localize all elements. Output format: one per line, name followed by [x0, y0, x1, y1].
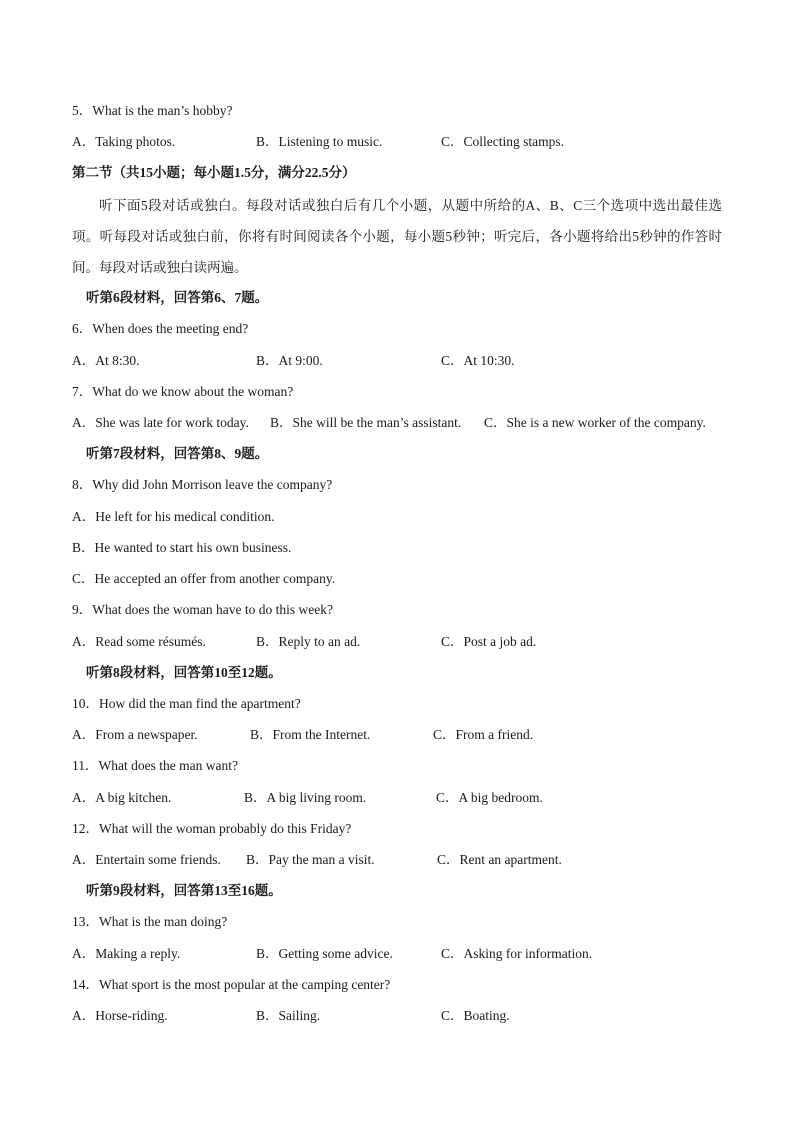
question-8-option-b: B．He wanted to start his own business.	[72, 540, 292, 555]
question-7-option-a: A．She was late for work today.	[72, 415, 249, 430]
question-9-option-b: B．Reply to an ad.	[256, 634, 361, 649]
question-12-option-c: C．Rent an apartment.	[437, 852, 562, 867]
question-10-option-a: A．From a newspaper.	[72, 727, 198, 742]
question-14-option-b: B．Sailing.	[256, 1008, 321, 1023]
section-2-title: 第二节（共15小题；每小题1.5分，满分22.5分）	[72, 165, 356, 180]
question-5-option-a: A．Taking photos.	[72, 134, 176, 149]
question-12-option-b: B．Pay the man a visit.	[246, 852, 375, 867]
question-12-stem: 12．What will the woman probably do this Friday?	[72, 821, 352, 836]
question-14-option-a: A．Horse-riding.	[72, 1008, 168, 1023]
question-12-option-a: A．Entertain some friends.	[72, 852, 221, 867]
question-11-option-b: B．A big living room.	[244, 790, 367, 805]
question-8-option-a: A．He left for his medical condition.	[72, 509, 275, 524]
question-9-stem: 9．What does the woman have to do this week?	[72, 602, 333, 617]
question-9-option-c: C．Post a job ad.	[441, 634, 537, 649]
question-11-stem: 11．What does the man want?	[72, 758, 238, 773]
question-9-option-a: A．Read some résumés.	[72, 634, 206, 649]
question-6-stem: 6．When does the meeting end?	[72, 321, 249, 336]
question-11-option-a: A．A big kitchen.	[72, 790, 172, 805]
question-8-stem: 8．Why did John Morrison leave the company?	[72, 477, 333, 492]
material-8-heading: 听第8段材料，回答第10至12题。	[86, 665, 282, 680]
question-14-option-c: C．Boating.	[441, 1008, 510, 1023]
question-7-option-b: B．She will be the man’s assistant.	[270, 415, 462, 430]
question-6-option-b: B．At 9:00.	[256, 353, 323, 368]
question-6-option-c: C．At 10:30.	[441, 353, 515, 368]
question-10-option-b: B．From the Internet.	[250, 727, 371, 742]
material-9-heading: 听第9段材料，回答第13至16题。	[86, 883, 282, 898]
question-14-stem: 14．What sport is the most popular at the camping center?	[72, 977, 391, 992]
section-2-instructions: 听下面5段对话或独白。每段对话或独白后有几个小题，从题中所给的A、B、C三个选项中选出最佳选项。听每段对话或独白前，你将有时间阅读各个小题，每小题5秒钟；听完后，各小题将给出5秒钟的作答时间。每段对话或独白读两遍。	[72, 198, 722, 275]
material-6-heading: 听第6段材料，回答第6、7题。	[86, 290, 269, 305]
question-7-stem: 7．What do we know about the woman?	[72, 384, 294, 399]
question-13-option-b: B．Getting some advice.	[256, 946, 393, 961]
question-11-option-c: C．A big bedroom.	[436, 790, 543, 805]
question-13-option-c: C．Asking for information.	[441, 946, 593, 961]
question-8-option-c: C．He accepted an offer from another company.	[72, 571, 336, 586]
question-6-option-a: A．At 8:30.	[72, 353, 140, 368]
question-5-option-c: C．Collecting stamps.	[441, 134, 564, 149]
question-10-option-c: C．From a friend.	[433, 727, 534, 742]
question-13-option-a: A．Making a reply.	[72, 946, 181, 961]
question-13-stem: 13．What is the man doing?	[72, 914, 228, 929]
question-5-option-b: B．Listening to music.	[256, 134, 383, 149]
question-7-option-c: C．She is a new worker of the company.	[484, 415, 706, 430]
question-10-stem: 10．How did the man find the apartment?	[72, 696, 301, 711]
question-5-stem: 5．What is the man’s hobby?	[72, 103, 233, 118]
material-7-heading: 听第7段材料，回答第8、9题。	[86, 446, 269, 461]
